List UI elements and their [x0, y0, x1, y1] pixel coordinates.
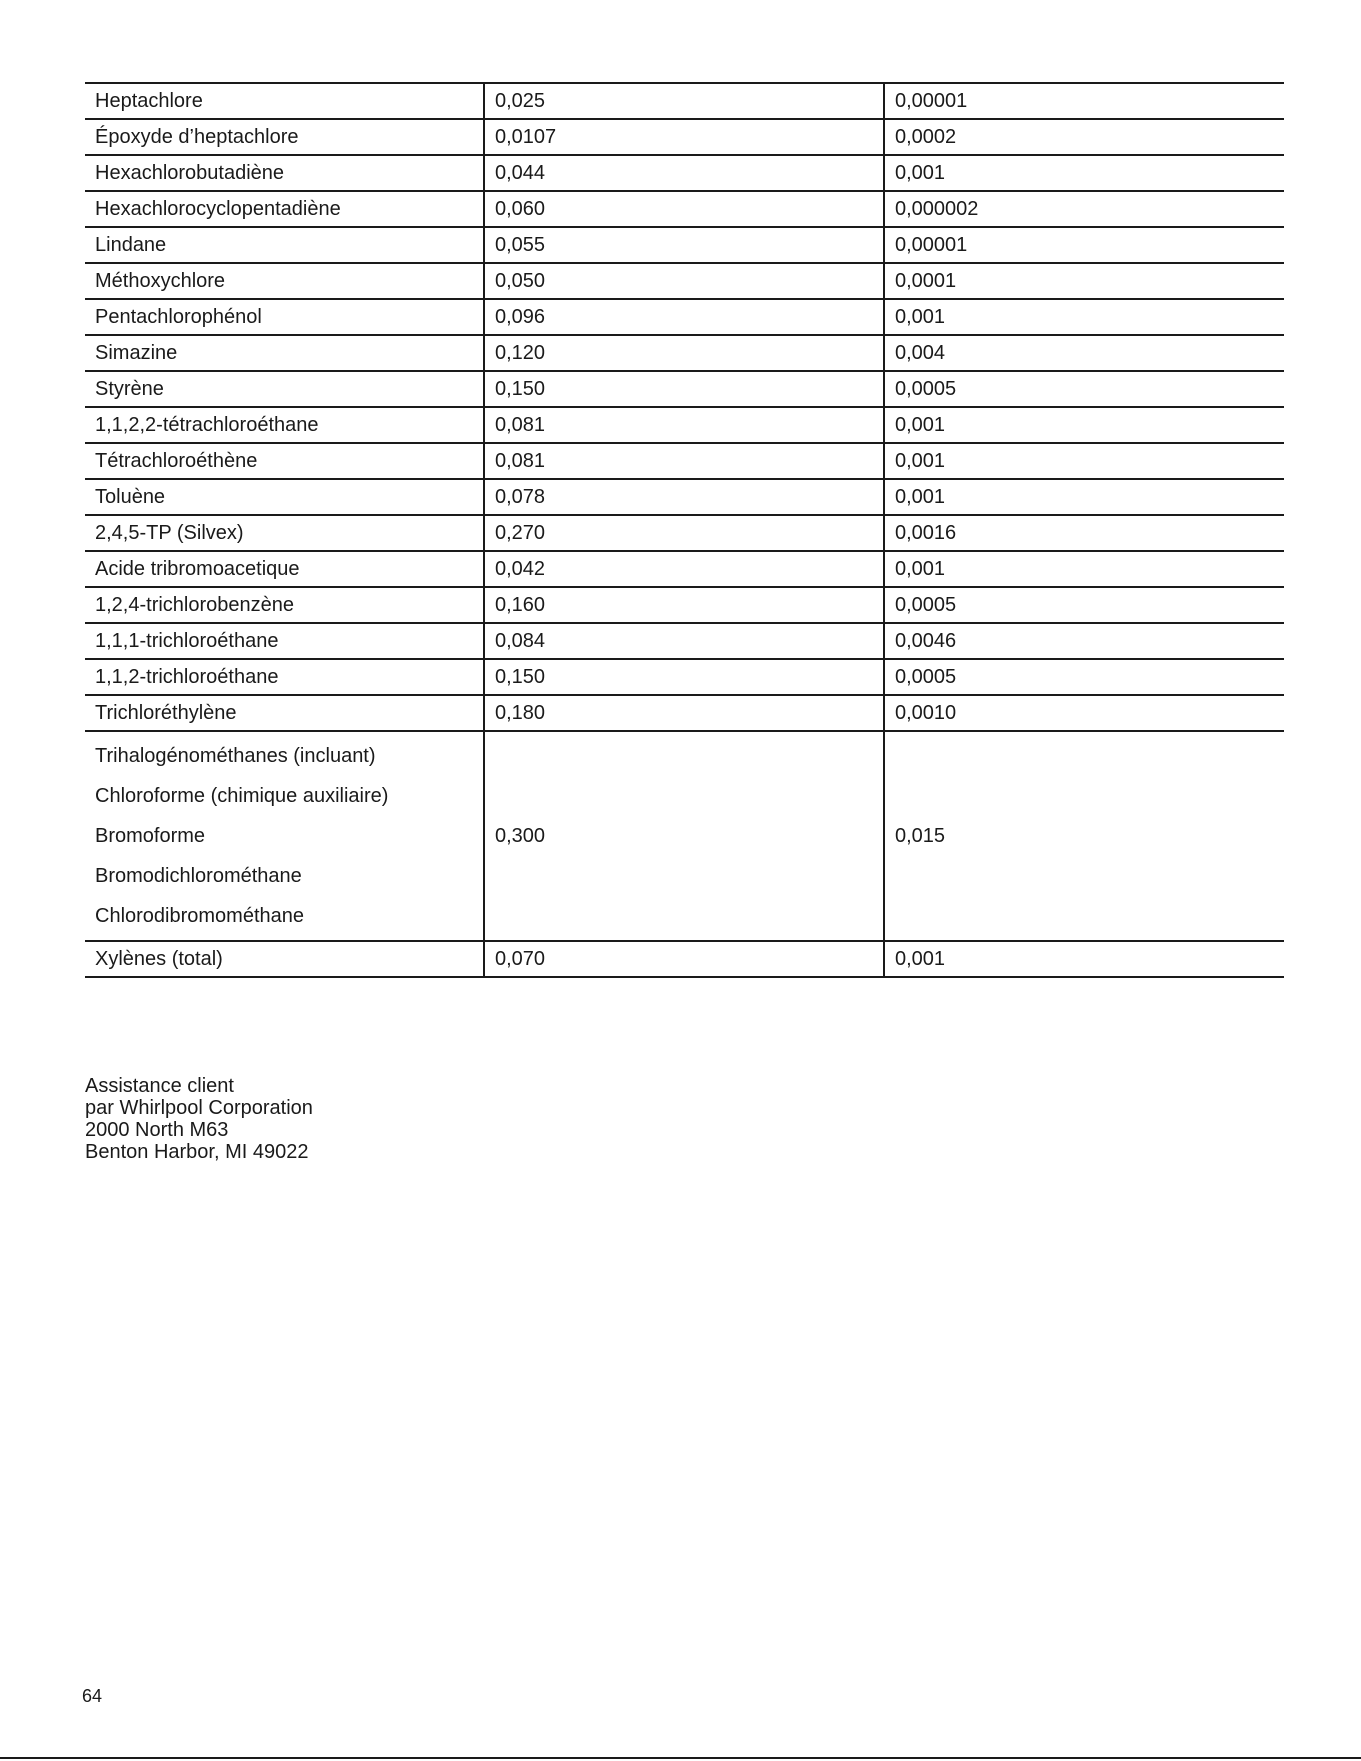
value-col-2: 0,0016 — [884, 515, 1284, 551]
contaminant-name: 1,2,4-trichlorobenzène — [85, 587, 484, 623]
contaminant-name: 2,4,5-TP (Silvex) — [85, 515, 484, 551]
value-col-1: 0,270 — [484, 515, 884, 551]
group-name-line: Chlorodibromométhane — [95, 905, 305, 927]
value-col-1: 0,081 — [484, 443, 884, 479]
value-col-1: 0,025 — [484, 83, 884, 119]
value-col-2: 0,001 — [884, 407, 1284, 443]
value-col-1: 0,050 — [484, 263, 884, 299]
contaminant-name: Acide tribromoacetique — [85, 551, 484, 587]
table-row — [85, 587, 1284, 623]
table-row — [85, 623, 1284, 659]
value-col-1: 0,084 — [484, 623, 884, 659]
contaminant-name: Xylènes (total) — [85, 941, 484, 977]
value-col-1: 0,160 — [484, 587, 884, 623]
group-name-line: Bromoforme — [95, 825, 206, 847]
table-row — [85, 371, 1284, 407]
contaminant-name: 1,1,2,2-tétrachloroéthane — [85, 407, 484, 443]
value-col-2: 0,015 — [884, 731, 1284, 941]
value-col-2: 0,00001 — [884, 227, 1284, 263]
value-col-1: 0,096 — [484, 299, 884, 335]
value-col-2: 0,000002 — [884, 191, 1284, 227]
table-row — [85, 155, 1284, 191]
table-row — [85, 191, 1284, 227]
value-col-2: 0,0005 — [884, 371, 1284, 407]
value-col-1: 0,070 — [484, 941, 884, 977]
value-col-1: 0,300 — [484, 731, 884, 941]
group-name-line: Chloroforme (chimique auxiliaire) — [95, 785, 389, 807]
table-row-trihalomethanes — [85, 731, 1284, 941]
contaminant-group-names — [85, 731, 484, 941]
value-col-2: 0,0002 — [884, 119, 1284, 155]
contaminant-name: Lindane — [85, 227, 484, 263]
address-line: par Whirlpool Corporation — [85, 1097, 313, 1119]
address-line: 2000 North M63 — [85, 1119, 229, 1141]
contaminant-name: Toluène — [85, 479, 484, 515]
value-col-1: 0,120 — [484, 335, 884, 371]
contaminant-name: Heptachlore — [85, 83, 484, 119]
value-col-2: 0,00001 — [884, 83, 1284, 119]
contaminant-name: Hexachlorobutadiène — [85, 155, 484, 191]
table-row — [85, 299, 1284, 335]
table-row — [85, 443, 1284, 479]
value-col-2: 0,001 — [884, 299, 1284, 335]
table-row — [85, 335, 1284, 371]
value-col-1: 0,081 — [484, 407, 884, 443]
value-col-2: 0,0005 — [884, 659, 1284, 695]
contaminant-name: Simazine — [85, 335, 484, 371]
address-line: Benton Harbor, MI 49022 — [85, 1141, 309, 1163]
value-col-2: 0,001 — [884, 941, 1284, 977]
contaminant-name: Pentachlorophénol — [85, 299, 484, 335]
value-col-2: 0,001 — [884, 479, 1284, 515]
table-row — [85, 515, 1284, 551]
value-col-2: 0,0046 — [884, 623, 1284, 659]
contaminant-name: Styrène — [85, 371, 484, 407]
bottom-divider — [0, 1757, 1361, 1759]
table-row — [85, 119, 1284, 155]
table-row — [85, 83, 1284, 119]
value-col-1: 0,0107 — [484, 119, 884, 155]
value-col-1: 0,055 — [484, 227, 884, 263]
value-col-2: 0,001 — [884, 551, 1284, 587]
table-row — [85, 551, 1284, 587]
value-col-1: 0,180 — [484, 695, 884, 731]
value-col-2: 0,0005 — [884, 587, 1284, 623]
value-col-1: 0,042 — [484, 551, 884, 587]
address-line: Assistance client — [85, 1075, 234, 1097]
table-row — [85, 695, 1284, 731]
table-row — [85, 263, 1284, 299]
contaminant-table — [85, 82, 1284, 978]
group-name-line: Bromodichlorométhane — [95, 865, 302, 887]
contaminant-name: 1,1,2-trichloroéthane — [85, 659, 484, 695]
customer-assistance-address — [85, 1075, 313, 1163]
value-col-1: 0,150 — [484, 371, 884, 407]
contaminant-name: Trichloréthylène — [85, 695, 484, 731]
value-col-2: 0,0001 — [884, 263, 1284, 299]
table-body — [85, 83, 1284, 977]
contaminant-name: Méthoxychlore — [85, 263, 484, 299]
table-row — [85, 659, 1284, 695]
value-col-2: 0,0010 — [884, 695, 1284, 731]
contaminant-name: Époxyde d’heptachlore — [85, 119, 484, 155]
value-col-1: 0,150 — [484, 659, 884, 695]
contaminant-name: Hexachlorocyclopentadiène — [85, 191, 484, 227]
contaminant-name: 1,1,1-trichloroéthane — [85, 623, 484, 659]
value-col-2: 0,001 — [884, 155, 1284, 191]
value-col-1: 0,078 — [484, 479, 884, 515]
value-col-2: 0,004 — [884, 335, 1284, 371]
table-row — [85, 479, 1284, 515]
page-number: 64 — [82, 1686, 103, 1706]
table-row — [85, 407, 1284, 443]
group-name-line: Trihalogénométhanes (incluant) — [95, 745, 376, 767]
value-col-2: 0,001 — [884, 443, 1284, 479]
contaminant-name: Tétrachloroéthène — [85, 443, 484, 479]
table-row — [85, 941, 1284, 977]
value-col-1: 0,060 — [484, 191, 884, 227]
table-row — [85, 227, 1284, 263]
value-col-1: 0,044 — [484, 155, 884, 191]
